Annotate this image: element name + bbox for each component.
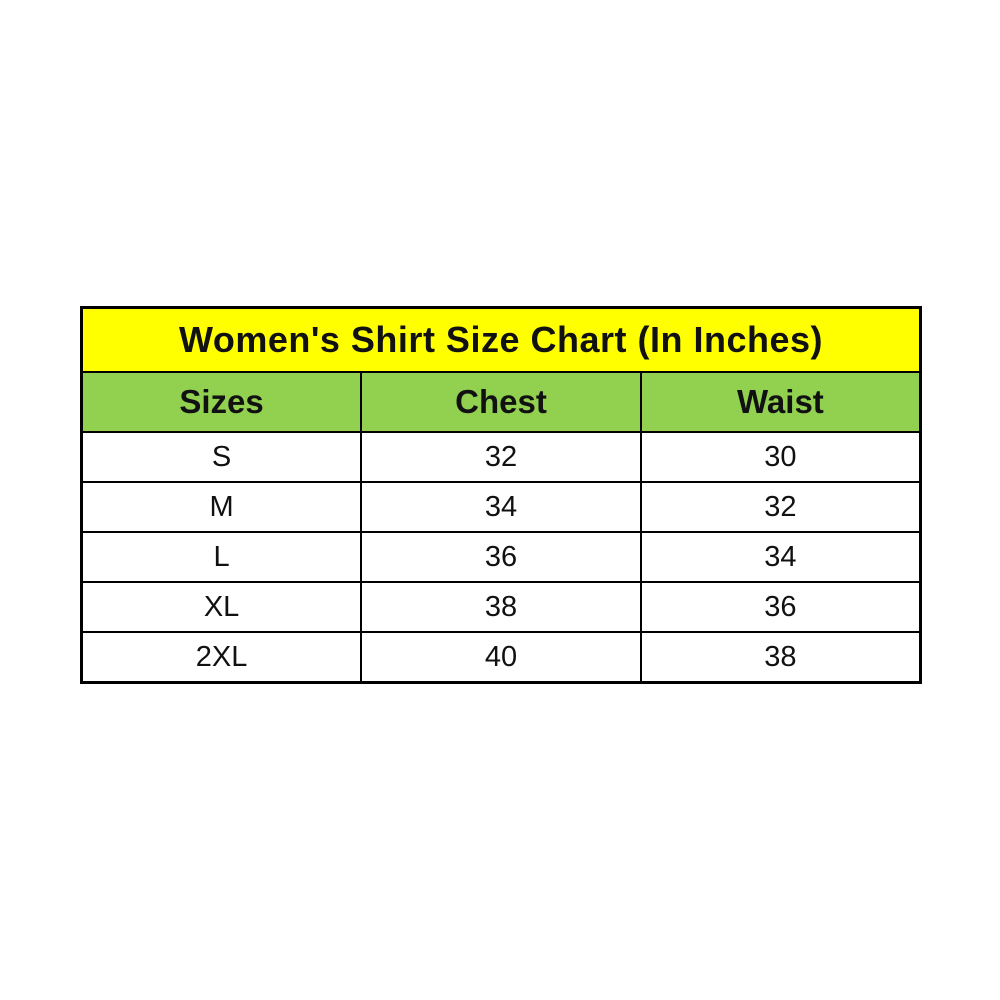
size-chart-table <box>80 306 922 684</box>
waist-cell: 36 <box>641 582 921 632</box>
table-row-s <box>82 432 921 482</box>
waist-cell: 32 <box>641 482 921 532</box>
size-cell: L <box>82 532 362 582</box>
waist-cell: 30 <box>641 432 921 482</box>
table-row-xl <box>82 582 921 632</box>
chest-cell: 38 <box>361 582 641 632</box>
column-header-waist: Waist <box>641 372 921 432</box>
size-cell: XL <box>82 582 362 632</box>
chest-cell: 32 <box>361 432 641 482</box>
waist-cell: 38 <box>641 632 921 683</box>
table-title: Women's Shirt Size Chart (In Inches) <box>82 308 921 373</box>
size-cell: M <box>82 482 362 532</box>
table-header-row <box>82 372 921 432</box>
column-header-sizes: Sizes <box>82 372 362 432</box>
table-row-m <box>82 482 921 532</box>
table-title-row <box>82 308 921 373</box>
chest-cell: 36 <box>361 532 641 582</box>
column-header-chest: Chest <box>361 372 641 432</box>
waist-cell: 34 <box>641 532 921 582</box>
size-cell: S <box>82 432 362 482</box>
table-row-2xl <box>82 632 921 683</box>
chest-cell: 40 <box>361 632 641 683</box>
table-row-l <box>82 532 921 582</box>
chest-cell: 34 <box>361 482 641 532</box>
size-cell: 2XL <box>82 632 362 683</box>
